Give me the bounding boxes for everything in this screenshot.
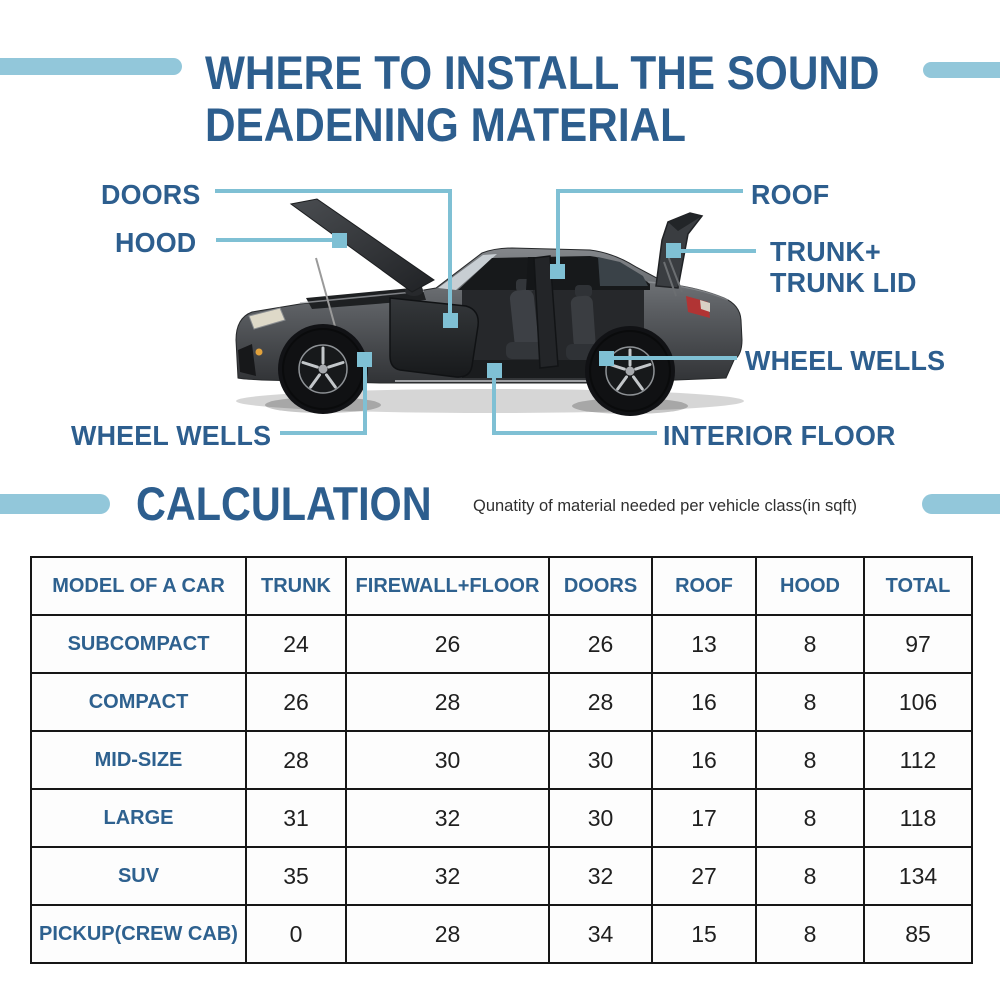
table-row <box>31 673 972 731</box>
value-cell: 8 <box>756 615 864 673</box>
value-cell: 8 <box>756 847 864 905</box>
calculation-heading: CALCULATION <box>136 477 432 530</box>
header-trunk: TRUNK <box>246 557 346 615</box>
value-cell: 30 <box>549 789 652 847</box>
value-cell: 16 <box>652 673 756 731</box>
page-title-line1: WHERE TO INSTALL THE SOUND <box>205 46 880 99</box>
value-cell: 30 <box>549 731 652 789</box>
value-cell: 30 <box>346 731 549 789</box>
value-cell: 28 <box>246 731 346 789</box>
value-cell: 34 <box>549 905 652 963</box>
value-cell: 26 <box>549 615 652 673</box>
value-cell: 32 <box>549 847 652 905</box>
value-cell: 15 <box>652 905 756 963</box>
label-interior-floor: INTERIOR FLOOR <box>663 420 896 451</box>
label-trunk-line1: TRUNK+ <box>770 236 881 267</box>
calc-accent-bar-left <box>0 494 110 514</box>
value-cell: 134 <box>864 847 972 905</box>
value-cell: 85 <box>864 905 972 963</box>
fog-light <box>256 349 263 356</box>
label-wheel-wells-front: WHEEL WELLS <box>71 420 272 451</box>
front-wheel <box>283 329 363 409</box>
table-header-row <box>31 557 972 615</box>
header-doors: DOORS <box>549 557 652 615</box>
page-title-line2: DEADENING MATERIAL <box>205 98 686 151</box>
label-trunk <box>770 236 917 298</box>
roof-marker-square <box>550 264 565 279</box>
label-trunk-line2: TRUNK LID <box>770 267 917 298</box>
table-row <box>31 789 972 847</box>
value-cell: 17 <box>652 789 756 847</box>
table-row <box>31 905 972 963</box>
interior-floor-marker-square <box>487 363 502 378</box>
open-front-door <box>390 298 478 377</box>
value-cell: 26 <box>246 673 346 731</box>
value-cell: 32 <box>346 847 549 905</box>
header-firewall-floor: FIREWALL+FLOOR <box>346 557 549 615</box>
wheel-wells-front-marker-square <box>357 352 372 367</box>
value-cell: 8 <box>756 731 864 789</box>
model-cell: SUV <box>31 847 246 905</box>
value-cell: 32 <box>346 789 549 847</box>
material-quantity-table <box>30 556 973 964</box>
hood-marker-square <box>332 233 347 248</box>
model-cell: LARGE <box>31 789 246 847</box>
value-cell: 8 <box>756 905 864 963</box>
label-roof: ROOF <box>751 179 830 210</box>
model-cell: COMPACT <box>31 673 246 731</box>
value-cell: 106 <box>864 673 972 731</box>
header-model: MODEL OF A CAR <box>31 557 246 615</box>
doors-marker-square <box>443 313 458 328</box>
calc-accent-bar-right <box>922 494 1000 514</box>
label-wheel-wells-rear: WHEEL WELLS <box>745 345 946 376</box>
label-doors: DOORS <box>101 179 201 210</box>
value-cell: 112 <box>864 731 972 789</box>
value-cell: 24 <box>246 615 346 673</box>
value-cell: 97 <box>864 615 972 673</box>
value-cell: 26 <box>346 615 549 673</box>
trunk-marker-square <box>666 243 681 258</box>
table-row <box>31 615 972 673</box>
model-cell: SUBCOMPACT <box>31 615 246 673</box>
model-cell: MID-SIZE <box>31 731 246 789</box>
value-cell: 8 <box>756 789 864 847</box>
wheel-wells-rear-marker-square <box>599 351 614 366</box>
model-cell: PICKUP(CREW CAB) <box>31 905 246 963</box>
value-cell: 8 <box>756 673 864 731</box>
label-hood: HOOD <box>115 227 197 258</box>
table-row <box>31 847 972 905</box>
rear-wheel <box>590 331 670 411</box>
value-cell: 28 <box>549 673 652 731</box>
value-cell: 28 <box>346 905 549 963</box>
calculation-subtitle: Qunatity of material needed per vehicle class(in sqft) <box>473 496 858 515</box>
value-cell: 0 <box>246 905 346 963</box>
header-hood: HOOD <box>756 557 864 615</box>
open-hood <box>291 199 434 292</box>
header-total: TOTAL <box>864 557 972 615</box>
value-cell: 16 <box>652 731 756 789</box>
value-cell: 118 <box>864 789 972 847</box>
value-cell: 31 <box>246 789 346 847</box>
value-cell: 28 <box>346 673 549 731</box>
value-cell: 35 <box>246 847 346 905</box>
table-row <box>31 731 972 789</box>
header-roof: ROOF <box>652 557 756 615</box>
value-cell: 27 <box>652 847 756 905</box>
value-cell: 13 <box>652 615 756 673</box>
